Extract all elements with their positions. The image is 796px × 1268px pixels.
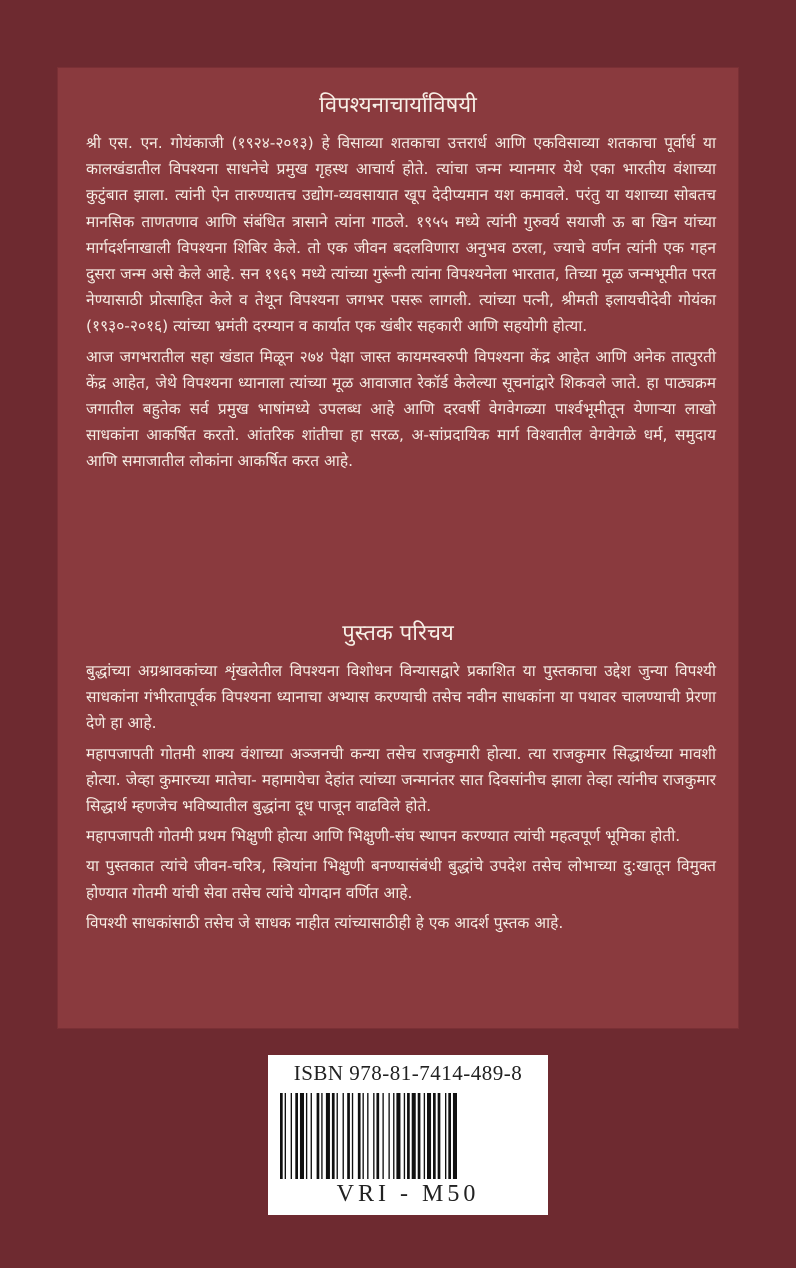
about-teacher-text bbox=[86, 130, 716, 479]
about-teacher-paragraph-2: आज जगभरातील सहा खंडात मिळून २७४ पेक्षा जास्त कायमस्वरुपी विपश्यना केंद्र आहेत आणि अनेक तात्पुरती केंद्र आहेत, जेथे विपश्यना ध्यानाला त्यांच्या मूळ आवाजात रेकॉर्ड केलेल्या सूचनांद्वारे शिकवले जाते. हा पाठ्यक्रम जगातील बहुतेक सर्व प्रमुख भाषांमध्ये उपलब्ध आहे आणि दरवर्षी वेगवेगळ्या पार्श्वभूमीतून येणाऱ्या लाखो साधकांना आकर्षित करतो. आंतरिक शांतीचा हा सरळ, अ-सांप्रदायिक मार्ग विश्वातील वेगवेगळे धर्म, समुदाय आणि समाजातील लोकांना आकर्षित करत आहे. bbox=[86, 347, 716, 471]
book-intro-title: पुस्तक परिचय bbox=[342, 621, 454, 646]
product-code: VRI - M50 bbox=[336, 1181, 480, 1207]
book-intro-paragraph-2: महापजापती गोतमी शाक्य वंशाच्या अञ्जनची कन्या तसेच राजकुमारी होत्या. त्या राजकुमार सिद्धार्थच्या मावशी होत्या. जेव्हा कुमारच्या मातेचा- महामायेचा देहांत त्यांच्या जन्मानंतर सात दिवसांनीच झाला तेव्हा त्यांनीच राजकुमार सिद्धार्थ म्हणजेच भविष्यातील बुद्धांना दूध पाजून वाढविले होते. bbox=[86, 744, 716, 816]
barcode-icon bbox=[278, 1093, 538, 1179]
book-intro-paragraph-3: महापजापती गोतमी प्रथम भिक्षुणी होत्या आणि भिक्षुणी-संघ स्थापन करण्यात त्यांची महत्वपूर्ण भूमिका होती. bbox=[86, 827, 681, 846]
barcode-label bbox=[268, 1055, 548, 1215]
about-teacher-title: विपश्यनाचार्यांविषयी bbox=[319, 93, 477, 118]
book-intro-paragraph-1: बुद्धांच्या अग्रश्रावकांच्या शृंखलेतील विपश्यना विशोधन विन्यासद्वारे प्रकाशित या पुस्तकाचा उद्देश जुन्या विपश्यी साधकांना गंभीरतापूर्वक विपश्यना ध्यानाचा अभ्यास करण्याची तसेच नवीन साधकांना या पथावर चालण्याची प्रेरणा देणे हा आहे. bbox=[86, 662, 716, 733]
book-intro-paragraph-5: विपश्यी साधकांसाठी तसेच जे साधक नाहीत त्यांच्यासाठीही हे एक आदर्श पुस्तक आहे. bbox=[86, 913, 564, 932]
text-panel bbox=[58, 68, 738, 1028]
book-intro-paragraph-4: या पुस्तकात त्यांचे जीवन-चरित्र, स्त्रियांना भिक्षुणी बनण्यासंबंधी बुद्धांचे उपदेश तसेच लोभाच्या दु:खातून विमुक्त होण्यात गोतमी यांची सेवा तसेच त्यांचे योगदान वर्णित आहे. bbox=[86, 857, 716, 902]
isbn-text: ISBN 978-81-7414-489-8 bbox=[293, 1061, 523, 1085]
book-intro-text bbox=[86, 658, 716, 940]
about-teacher-paragraph-1: श्री एस. एन. गोयंकाजी (१९२४-२०१३) हे विसाव्या शतकाचा उत्तरार्ध आणि एकविसाव्या शतकाचा पूर्वार्ध या कालखंडातील विपश्यना साधनेचे प्रमुख गृहस्थ आचार्य होते. त्यांचा जन्म म्यानमार येथे एका भारतीय वंशाच्या कुटुंबात झाला. त्यांनी ऐन तारुण्यातच उद्योग-व्यवसायात खूप देदीप्यमान यश कमावले. परंतु या यशाच्या सोबतच मानसिक ताणतणाव आणि संबंधित त्रासाने त्यांना गाठले. १९५५ मध्ये त्यांनी गुरुवर्य सयाजी ऊ बा खिन यांच्या मार्गदर्शनाखाली विपश्यना शिबिर केले. तो एक जीवन बदलविणारा अनुभव ठरला, ज्याचे वर्णन त्यांनी एक गहन दुसरा जन्म असे केले आहे. सन १९६९ मध्ये त्यांच्या गुरूंनी त्यांना विपश्यनेला भारतात, तिच्या मूळ जन्मभूमीत परत नेण्यासाठी प्रोत्साहित केले व तेथून विपश्यना जगभर पसरू लागली. त्यांच्या पत्नी, श्रीमती इलायचीदेवी गोयंका (१९३०-२०१६) त्यांच्या भ्रमंती दरम्यान व कार्यात एक खंबीर सहकारी आणि सहयोगी होत्या. bbox=[86, 134, 716, 336]
